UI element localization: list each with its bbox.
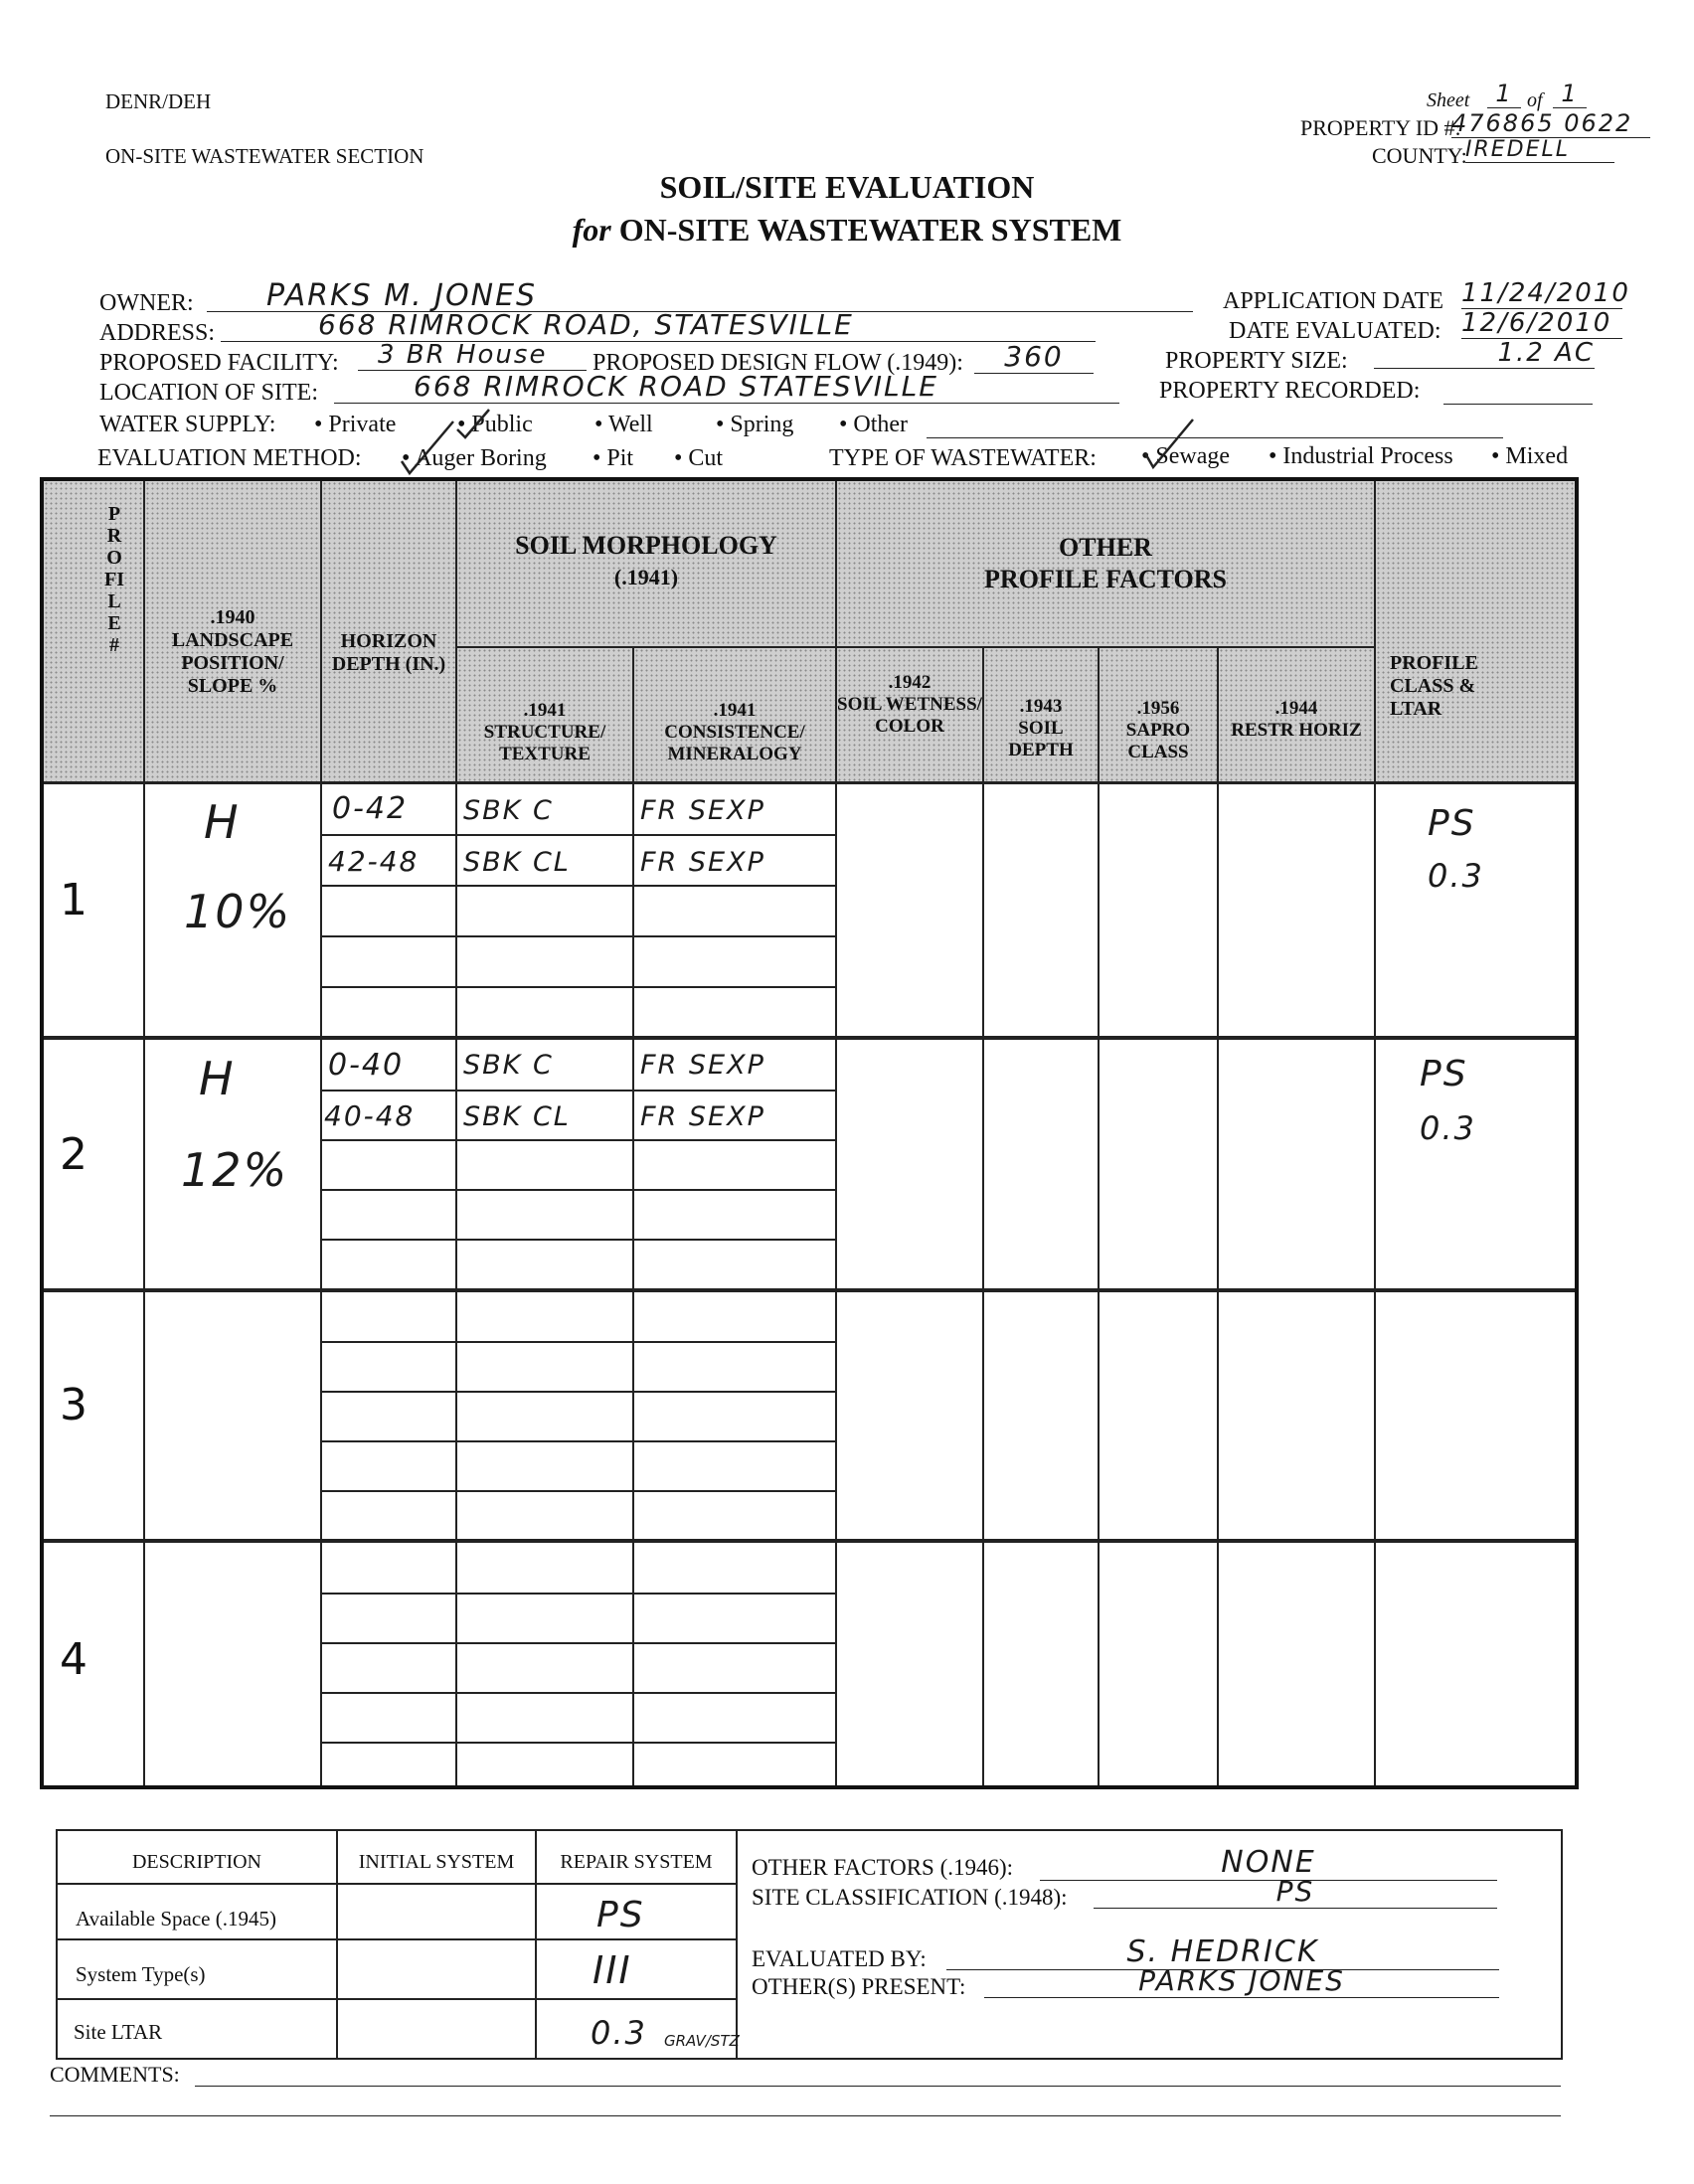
profile-1-landscape: H [204, 795, 241, 849]
profile-2-ltar: 0.3 [1420, 1109, 1476, 1147]
water-public-text: Public [471, 412, 533, 437]
horizon-row-line [320, 1593, 835, 1595]
profile-class-header-cell [1376, 481, 1575, 781]
horizon-row-line [320, 986, 835, 988]
horizon-row-line [320, 1440, 835, 1442]
other-factors-value: NONE [1040, 1845, 1497, 1881]
grid-line [143, 481, 145, 1785]
address-label: ADDRESS: [99, 320, 216, 346]
subtitle-for: for [572, 212, 611, 248]
profile-1-ltar: 0.3 [1428, 857, 1484, 895]
water-private-option[interactable]: • Private [314, 412, 397, 437]
water-spring-text: Spring [730, 412, 794, 437]
profile-2-consistence-2: FR SEXP [640, 1101, 765, 1132]
sheet-label: Sheet [1427, 89, 1470, 111]
design-flow-label: PROPOSED DESIGN FLOW (.1949): [593, 350, 963, 376]
date-evaluated-label: DATE EVALUATED: [1229, 318, 1441, 344]
horizon-row-line [320, 1490, 835, 1492]
soil-morph-header-cell [457, 481, 835, 646]
profile-2-number: 2 [60, 1129, 87, 1180]
site-classification-value: PS [1094, 1875, 1497, 1909]
water-public-option[interactable]: • Public [457, 412, 533, 437]
grid-line [632, 648, 634, 1785]
county-label: COUNTY: [1372, 143, 1467, 168]
eval-pit-option[interactable]: • Pit [593, 445, 634, 471]
profile-1-consistence-1: FR SEXP [640, 795, 765, 826]
property-id-label: PROPERTY ID #: [1300, 115, 1461, 140]
profile-separator [44, 1036, 1575, 1040]
consistence-code: .1941 [713, 700, 757, 721]
property-id-value: 476865 0622 [1451, 109, 1650, 138]
horizon-row-line [320, 885, 835, 887]
landscape-header: .1940 LANDSCAPE POSITION/ SLOPE % [171, 606, 294, 697]
depth-header [984, 696, 1098, 761]
section-label: ON-SITE WASTEWATER SECTION [105, 144, 424, 168]
ww-sewage-option[interactable]: • Sewage [1141, 443, 1231, 469]
soil-morph-header: SOIL MORPHOLOGY [515, 531, 777, 560]
system-type-label: System Type(s) [76, 1962, 206, 1986]
summary-grid-line [736, 1829, 738, 2060]
initial-system-header: INITIAL SYSTEM [358, 1851, 515, 1873]
profile-1-slope: 10% [184, 885, 292, 938]
eval-auger-option[interactable]: • Auger Boring [402, 445, 547, 471]
ww-mixed-text: Mixed [1505, 443, 1569, 469]
application-date-label: APPLICATION DATE [1223, 288, 1443, 314]
site-classification-label: SITE CLASSIFICATION (.1948): [752, 1885, 1068, 1910]
summary-grid-line [56, 1938, 736, 1940]
grid-line [455, 646, 1374, 648]
owner-value: PARKS M. JONES [207, 278, 1193, 312]
design-flow-value: 360 [974, 340, 1094, 374]
grid-line [455, 481, 457, 1785]
wetness-code: .1942 [888, 672, 932, 693]
available-space-repair: PS [596, 1895, 645, 1935]
description-header: DESCRIPTION [131, 1851, 261, 1873]
grid-line [44, 781, 1575, 784]
structure-code: .1941 [523, 700, 567, 721]
water-other-line [927, 414, 1503, 438]
wetness-text: SOIL WETNESS/ COLOR [837, 693, 982, 737]
grid-line [1374, 481, 1376, 1785]
structure-text: STRUCTURE/ TEXTURE [483, 721, 606, 764]
horizon-row-line [320, 1139, 835, 1141]
horizon-row-line [320, 1742, 835, 1744]
of-label: of [1527, 89, 1543, 111]
profile-1-consistence-2: FR SEXP [640, 847, 765, 878]
horizon-row-line [320, 1239, 835, 1241]
horizon-row-line [320, 1090, 835, 1092]
profile-2-landscape: H [199, 1052, 236, 1105]
water-spring-option[interactable]: • Spring [716, 412, 794, 437]
available-space-label: Available Space (.1945) [76, 1907, 276, 1931]
summary-grid-line [56, 1998, 736, 2000]
depth-code: .1943 [1019, 696, 1063, 717]
evaluated-by-label: EVALUATED BY: [752, 1946, 927, 1971]
profile-number-header: PROFILE# [104, 503, 124, 656]
other-factors-label: OTHER FACTORS (.1946): [752, 1855, 1014, 1880]
restr-code: .1944 [1274, 698, 1318, 719]
comments-line-2 [50, 2096, 1561, 2116]
profile-header-cell [44, 481, 143, 781]
wastewater-type-label: TYPE OF WASTEWATER: [829, 445, 1097, 471]
others-present-value: PARKS JONES [984, 1964, 1499, 1998]
repair-system-header: REPAIR SYSTEM [560, 1851, 713, 1873]
property-size-label: PROPERTY SIZE: [1165, 348, 1348, 374]
county-value: IREDELL [1465, 137, 1614, 163]
grid-line [320, 481, 322, 1785]
sapro-header [1100, 698, 1217, 763]
grid-line [1098, 648, 1100, 1785]
auger-check-mark [398, 418, 457, 477]
soil-morph-code: (.1941) [613, 565, 679, 589]
eval-pit-text: Pit [606, 445, 634, 471]
site-ltar-repair: 0.3 [591, 2014, 647, 2052]
horizon-row-line [320, 1189, 835, 1191]
profile-1-structure-2: SBK CL [463, 847, 571, 878]
location-label: LOCATION OF SITE: [99, 380, 318, 406]
sapro-text: SAPRO CLASS [1125, 719, 1191, 762]
water-private-text: Private [328, 412, 397, 437]
profile-1-depth-2: 42-48 [328, 845, 420, 878]
consistence-header [634, 700, 835, 765]
agency-label: DENR/DEH [105, 89, 212, 113]
horizon-row-line [320, 935, 835, 937]
ww-sewage-text: Sewage [1155, 443, 1231, 469]
water-supply-label: WATER SUPPLY: [99, 412, 276, 437]
horizon-row-line [320, 1692, 835, 1694]
profile-2-slope: 12% [181, 1143, 289, 1197]
property-recorded-label: PROPERTY RECORDED: [1159, 378, 1421, 404]
horizon-row-line [320, 1391, 835, 1393]
profile-3-number: 3 [60, 1380, 87, 1430]
address-value: 668 RIMROCK ROAD, STATESVILLE [221, 308, 1096, 342]
water-well-option[interactable]: • Well [594, 412, 653, 437]
other-header-2: PROFILE FACTORS [984, 565, 1227, 593]
proposed-facility-label: PROPOSED FACILITY: [99, 350, 339, 376]
sheet-number: 1 [1487, 80, 1521, 108]
site-ltar-note: GRAV/STZ [664, 2032, 740, 2050]
ww-industrial-option[interactable]: • Industrial Process [1269, 443, 1453, 469]
grid-line [835, 481, 837, 1785]
date-evaluated-value: 12/6/2010 [1461, 308, 1622, 339]
others-present-label: OTHER(S) PRESENT: [752, 1974, 966, 1999]
water-other-text: Other [853, 412, 909, 437]
site-ltar-label: Site LTAR [74, 2020, 163, 2044]
horizon-header: HORIZON DEPTH (IN.) [331, 630, 446, 675]
evaluation-method-label: EVALUATION METHOD: [97, 445, 362, 471]
structure-header [457, 700, 632, 765]
form-title: SOIL/SITE EVALUATION [659, 169, 1035, 205]
profile-1-number: 1 [60, 875, 87, 925]
owner-label: OWNER: [99, 290, 194, 316]
profile-2-depth-1: 0-40 [328, 1048, 405, 1083]
public-check-mark [453, 408, 493, 441]
water-other-option[interactable]: • Other [839, 412, 909, 437]
profile-1-structure-1: SBK C [463, 795, 554, 826]
horizon-row-line [320, 834, 835, 836]
property-size-value: 1.2 AC [1374, 338, 1595, 369]
location-value: 668 RIMROCK ROAD STATESVILLE [334, 370, 1119, 404]
profile-separator [44, 1288, 1575, 1292]
other-header: OTHER [1059, 533, 1152, 562]
sheet-total: 1 [1553, 80, 1587, 108]
other-factors-header-cell [837, 481, 1374, 646]
profile-2-structure-1: SBK C [463, 1050, 554, 1081]
depth-text: SOIL DEPTH [1008, 717, 1074, 760]
ww-mixed-option[interactable]: • Mixed [1491, 443, 1569, 469]
comments-label: COMMENTS: [50, 2062, 180, 2087]
evaluated-by-value: S. HEDRICK [946, 1934, 1499, 1970]
sewage-check-mark [1141, 416, 1197, 471]
profile-1-depth-1: 0-42 [332, 791, 409, 826]
wetness-header [837, 672, 982, 738]
profile-separator [44, 1539, 1575, 1543]
water-well-text: Well [607, 412, 653, 437]
ww-industrial-text: Industrial Process [1282, 443, 1453, 469]
grid-line [1217, 648, 1219, 1785]
proposed-facility-value: 3 BR House [358, 340, 587, 371]
eval-cut-option[interactable]: • Cut [674, 445, 724, 471]
system-type-repair: III [593, 1948, 632, 1992]
application-date-value: 11/24/2010 [1461, 278, 1630, 308]
eval-auger-text: Auger Boring [415, 445, 547, 471]
profile-2-consistence-1: FR SEXP [640, 1050, 765, 1081]
summary-grid-line [56, 1883, 736, 1885]
profile-1-class: PS [1428, 803, 1476, 844]
grid-line [982, 648, 984, 1785]
eval-cut-text: Cut [688, 445, 724, 471]
sapro-code: .1956 [1136, 698, 1180, 719]
profile-2-structure-2: SBK CL [463, 1101, 571, 1132]
profile-class-header: PROFILE CLASS & LTAR [1390, 652, 1478, 720]
profile-2-class: PS [1420, 1054, 1468, 1094]
profile-4-number: 4 [60, 1634, 87, 1685]
restr-header [1219, 698, 1374, 742]
form-subtitle [0, 212, 1694, 249]
comments-line-1 [195, 2064, 1561, 2087]
restr-text: RESTR HORIZ [1231, 719, 1362, 741]
subtitle-rest: ON-SITE WASTEWATER SYSTEM [618, 212, 1122, 248]
horizon-row-line [320, 1642, 835, 1644]
profile-2-depth-2: 40-48 [324, 1099, 416, 1132]
horizon-row-line [320, 1341, 835, 1343]
consistence-text: CONSISTENCE/ MINERALOGY [664, 721, 805, 764]
property-recorded-value [1443, 376, 1593, 405]
